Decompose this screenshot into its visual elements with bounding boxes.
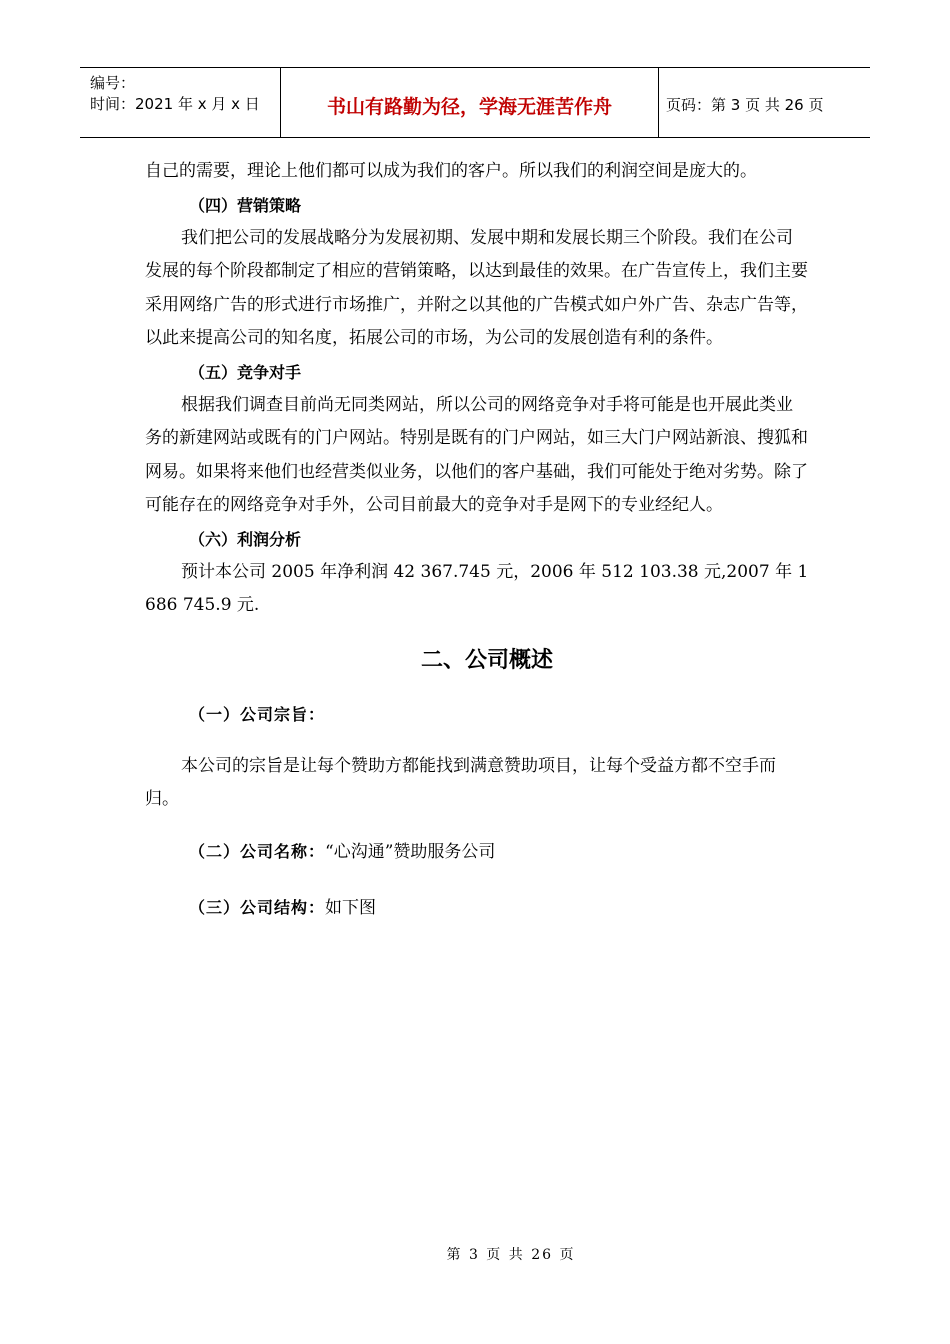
document-body <box>145 155 809 925</box>
header-motto: 书山有路勤为径，学海无涯苦作舟 <box>326 96 612 118</box>
company-name-label: （二）公司名称： <box>189 841 326 861</box>
document-header <box>80 67 870 138</box>
spacer <box>145 869 809 891</box>
document-number-label: 编号： <box>90 74 136 92</box>
header-page-info: 页码：第 3 页 共 26 页 <box>666 96 824 114</box>
document-date-label: 时间：2021 年 x 月 x 日 <box>90 95 260 113</box>
section-title-company-overview: 二、公司概述 <box>420 647 553 673</box>
profit-analysis-paragraph: 预计本公司 2005 年净利润 42 367.745 元，2006 年 512 103.38 元,2007 年 1 686 745.9 元. <box>145 561 809 615</box>
competitors-paragraph: 根据我们调查目前尚无同类网站，所以公司的网络竞争对手将可能是也开展此类业务的新建网站或既有的门户网站。特别是既有的门户网站，如三大门户网站新浪、搜狐和网易。如果将来他们也经营类似业务，以他们的客户基础，我们可能处于绝对劣势。除了可能存在的网络竞争对手外，公司目前最大的竞争对手是网下的专业经纪人。 <box>145 394 808 515</box>
company-purpose-heading <box>145 698 809 732</box>
spacer <box>145 817 809 835</box>
company-purpose-label: （一）公司宗旨： <box>189 704 326 724</box>
company-purpose-paragraph: 本公司的宗旨是让每个赞助方都能找到满意赞助项目，让每个受益方都不空手而归。 <box>145 755 776 809</box>
heading-marketing-strategy: （四）营销策略 <box>189 195 302 215</box>
company-name-line <box>145 835 809 869</box>
company-name-value: “心沟通”赞助服务公司 <box>325 841 496 862</box>
marketing-strategy-paragraph: 我们把公司的发展战略分为发展初期、发展中期和发展长期三个阶段。我们在公司发展的每个阶段都制定了相应的营销策略，以达到最佳的效果。在广告宣传上，我们主要采用网络广告的形式进行市场推广，并附之以其他的广告模式如户外广告、杂志广告等，以此来提高公司的知名度，拓展公司的市场，为公司的发展创造有利的条件。 <box>145 227 808 348</box>
company-structure-line <box>145 891 809 925</box>
spacer <box>145 732 809 750</box>
header-right-cell <box>658 68 870 137</box>
heading-competitors: （五）竞争对手 <box>189 362 302 382</box>
header-middle-cell <box>280 68 659 137</box>
company-structure-label: （三）公司结构： <box>189 897 326 917</box>
header-left-cell <box>80 68 280 137</box>
page-footer: 第 3 页 共 26 页 <box>446 1247 576 1263</box>
intro-paragraph: 自己的需要，理论上他们都可以成为我们的客户。所以我们的利润空间是庞大的。 <box>145 161 757 181</box>
heading-profit-analysis: （六）利润分析 <box>189 529 302 549</box>
company-structure-value: 如下图 <box>325 897 377 918</box>
